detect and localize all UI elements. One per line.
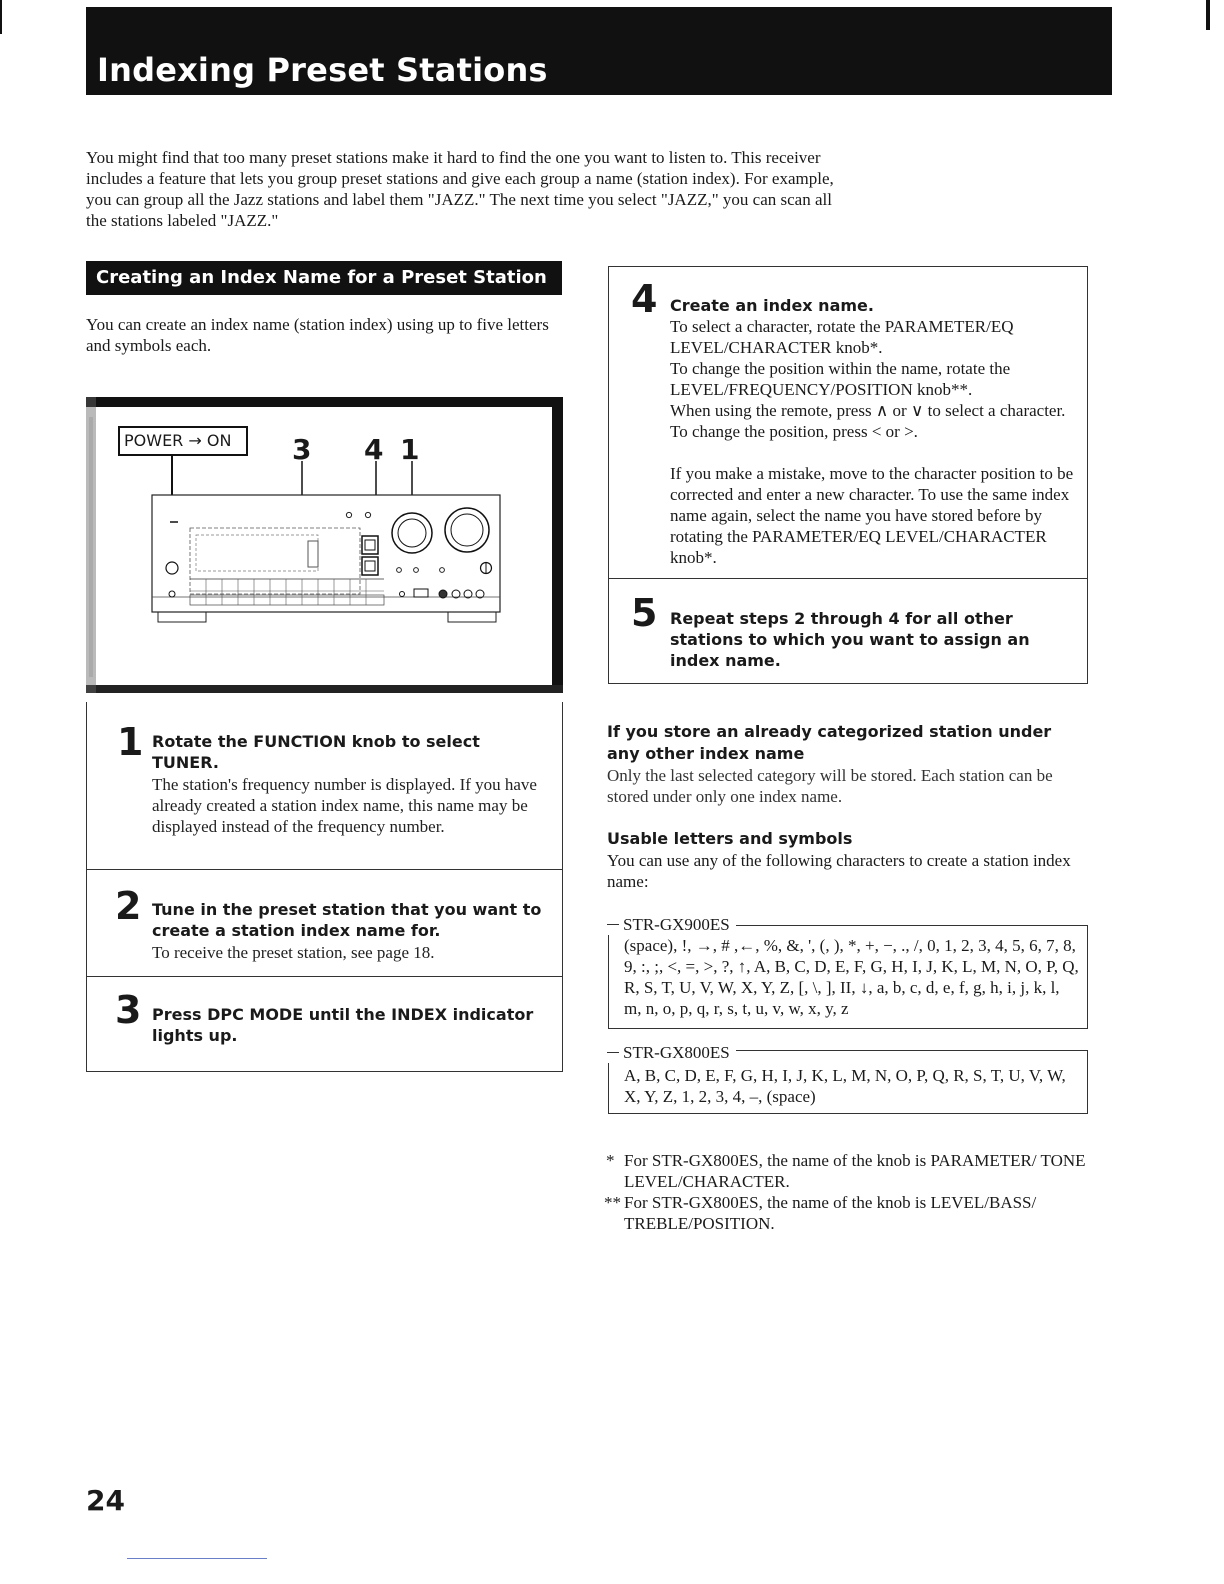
- step-divider: [87, 869, 562, 870]
- model-label-gx900es: STR-GX900ES: [607, 914, 736, 935]
- step-5-number: 5: [631, 591, 658, 635]
- intro-text: You might find that too many preset stations make it hard to find the one you want to listen to. This receiver includes a feature that lets you group preset stations and give each group a name (station index). For example, you can group all the Jazz stations and label them "JAZZ." The next time you select "JAZZ," you can scan all the stations labeled "JAZZ.": [86, 148, 834, 230]
- step-3-heading: [152, 1004, 547, 1046]
- usable-characters-note: [607, 828, 1077, 892]
- section-title: Creating an Index Name for a Preset Station: [86, 261, 562, 295]
- right-edge-mark: [1206, 0, 1210, 30]
- step-2-heading-text: Tune in the preset station that you want to create a station index name for.: [152, 900, 542, 940]
- receiver-illustration: [86, 397, 563, 702]
- step-3-number: 3: [115, 988, 142, 1032]
- footnote-2: [606, 1192, 1086, 1234]
- power-on-label: POWER → ON: [124, 431, 232, 450]
- steps-right-box: [608, 266, 1088, 684]
- step-1-heading-text: Rotate the FUNCTION knob to select TUNER.: [152, 732, 480, 772]
- bottom-rule: [127, 1558, 267, 1559]
- model-box-gx900es: [608, 925, 1088, 1029]
- steps-left-box: [86, 702, 563, 1072]
- callout-1: 1: [400, 433, 420, 466]
- gx800es-characters: A, B, C, D, E, F, G, H, I, J, K, L, M, N, O, P, Q, R, S, T, U, V, W, X, Y, Z, 1, 2, 3, 4, –, (space): [624, 1066, 1066, 1106]
- step-divider: [87, 976, 562, 977]
- step-4-mistake-note: If you make a mistake, move to the character position to be corrected and enter a new character. To use the same index name again, select the name you have stored before by rotating the PARAMETER/EQ LEVEL/CHARACTER knob*.: [670, 464, 1074, 567]
- page-number: 24: [86, 1484, 125, 1517]
- categorized-heading: If you store an already categorized station under any other index name: [607, 722, 1052, 763]
- step-2-heading: [152, 899, 547, 963]
- gx900es-characters: (space), !, →, # ,←, %, &, ', (, ), *, +, −, ., /, 0, 1, 2, 3, 4, 5, 6, 7, 8, 9, :, ;, <, =, >, ?, ↑, A, B, C, D, E, F, G, H, I, J, K, L, M, N, O, P, Q, R, S, T, U, V, W, X, Y, Z, [, \, ], II, ↓, a, b, c, d, e, f, g, h, i, j, k, l, m, n, o, p, q, r, s, t, u, v, w, x, y, z: [624, 936, 1079, 1018]
- step-1-heading: [152, 731, 547, 837]
- step-4-heading: Create an index name.: [670, 296, 874, 315]
- step-4-line-1: To select a character, rotate the PARAMETER/EQ LEVEL/CHARACTER knob*.: [670, 317, 1014, 357]
- usable-body: You can use any of the following characters to create a station index name:: [607, 851, 1071, 891]
- page-title: Indexing Preset Stations: [97, 51, 548, 89]
- step-2-number: 2: [115, 884, 142, 928]
- step-5-heading: Repeat steps 2 through 4 for all other stations to which you want to assign an index name.: [670, 609, 1030, 670]
- footnote-2-mark: **: [604, 1193, 621, 1212]
- callout-3: 3: [292, 433, 312, 466]
- step-2-body: To receive the preset station, see page 18.: [152, 943, 435, 962]
- callout-4: 4: [364, 433, 384, 466]
- step-1-body: The station's frequency number is displayed. If you have already created a station index name, this name may be displayed instead of the frequency number.: [152, 775, 537, 836]
- footnote-2-text: For STR-GX800ES, the name of the knob is LEVEL/BASS/ TREBLE/POSITION.: [624, 1193, 1037, 1233]
- footnote-1-text: For STR-GX800ES, the name of the knob is PARAMETER/ TONE LEVEL/CHARACTER.: [624, 1151, 1086, 1191]
- step-4-number: 4: [631, 277, 658, 321]
- step-4-line-2: To change the position within the name, rotate the LEVEL/FREQUENCY/POSITION knob**.: [670, 359, 1011, 399]
- step-4-content: [670, 295, 1075, 568]
- intro-paragraph: [86, 147, 846, 231]
- page-title-banner: [86, 7, 1112, 95]
- footnote-1-mark: *: [606, 1151, 615, 1170]
- usable-heading: Usable letters and symbols: [607, 829, 853, 848]
- categorized-note: [607, 721, 1077, 807]
- section-intro: You can create an index name (station index) using up to five letters and symbols each.: [86, 315, 549, 355]
- step-3-heading-text: Press DPC MODE until the INDEX indicator lights up.: [152, 1005, 534, 1045]
- footnote-1: [606, 1150, 1086, 1192]
- model-label-gx800es: STR-GX800ES: [607, 1042, 736, 1063]
- footnotes: [606, 1150, 1086, 1234]
- left-edge-mark: [0, 0, 2, 34]
- step-1-number: 1: [117, 720, 144, 764]
- categorized-body: Only the last selected category will be stored. Each station can be stored under only one index name.: [607, 766, 1053, 806]
- step-4-line-3: When using the remote, press ∧ or ∨ to select a character. To change the position, press < or >.: [670, 401, 1066, 441]
- step-divider: [609, 578, 1087, 579]
